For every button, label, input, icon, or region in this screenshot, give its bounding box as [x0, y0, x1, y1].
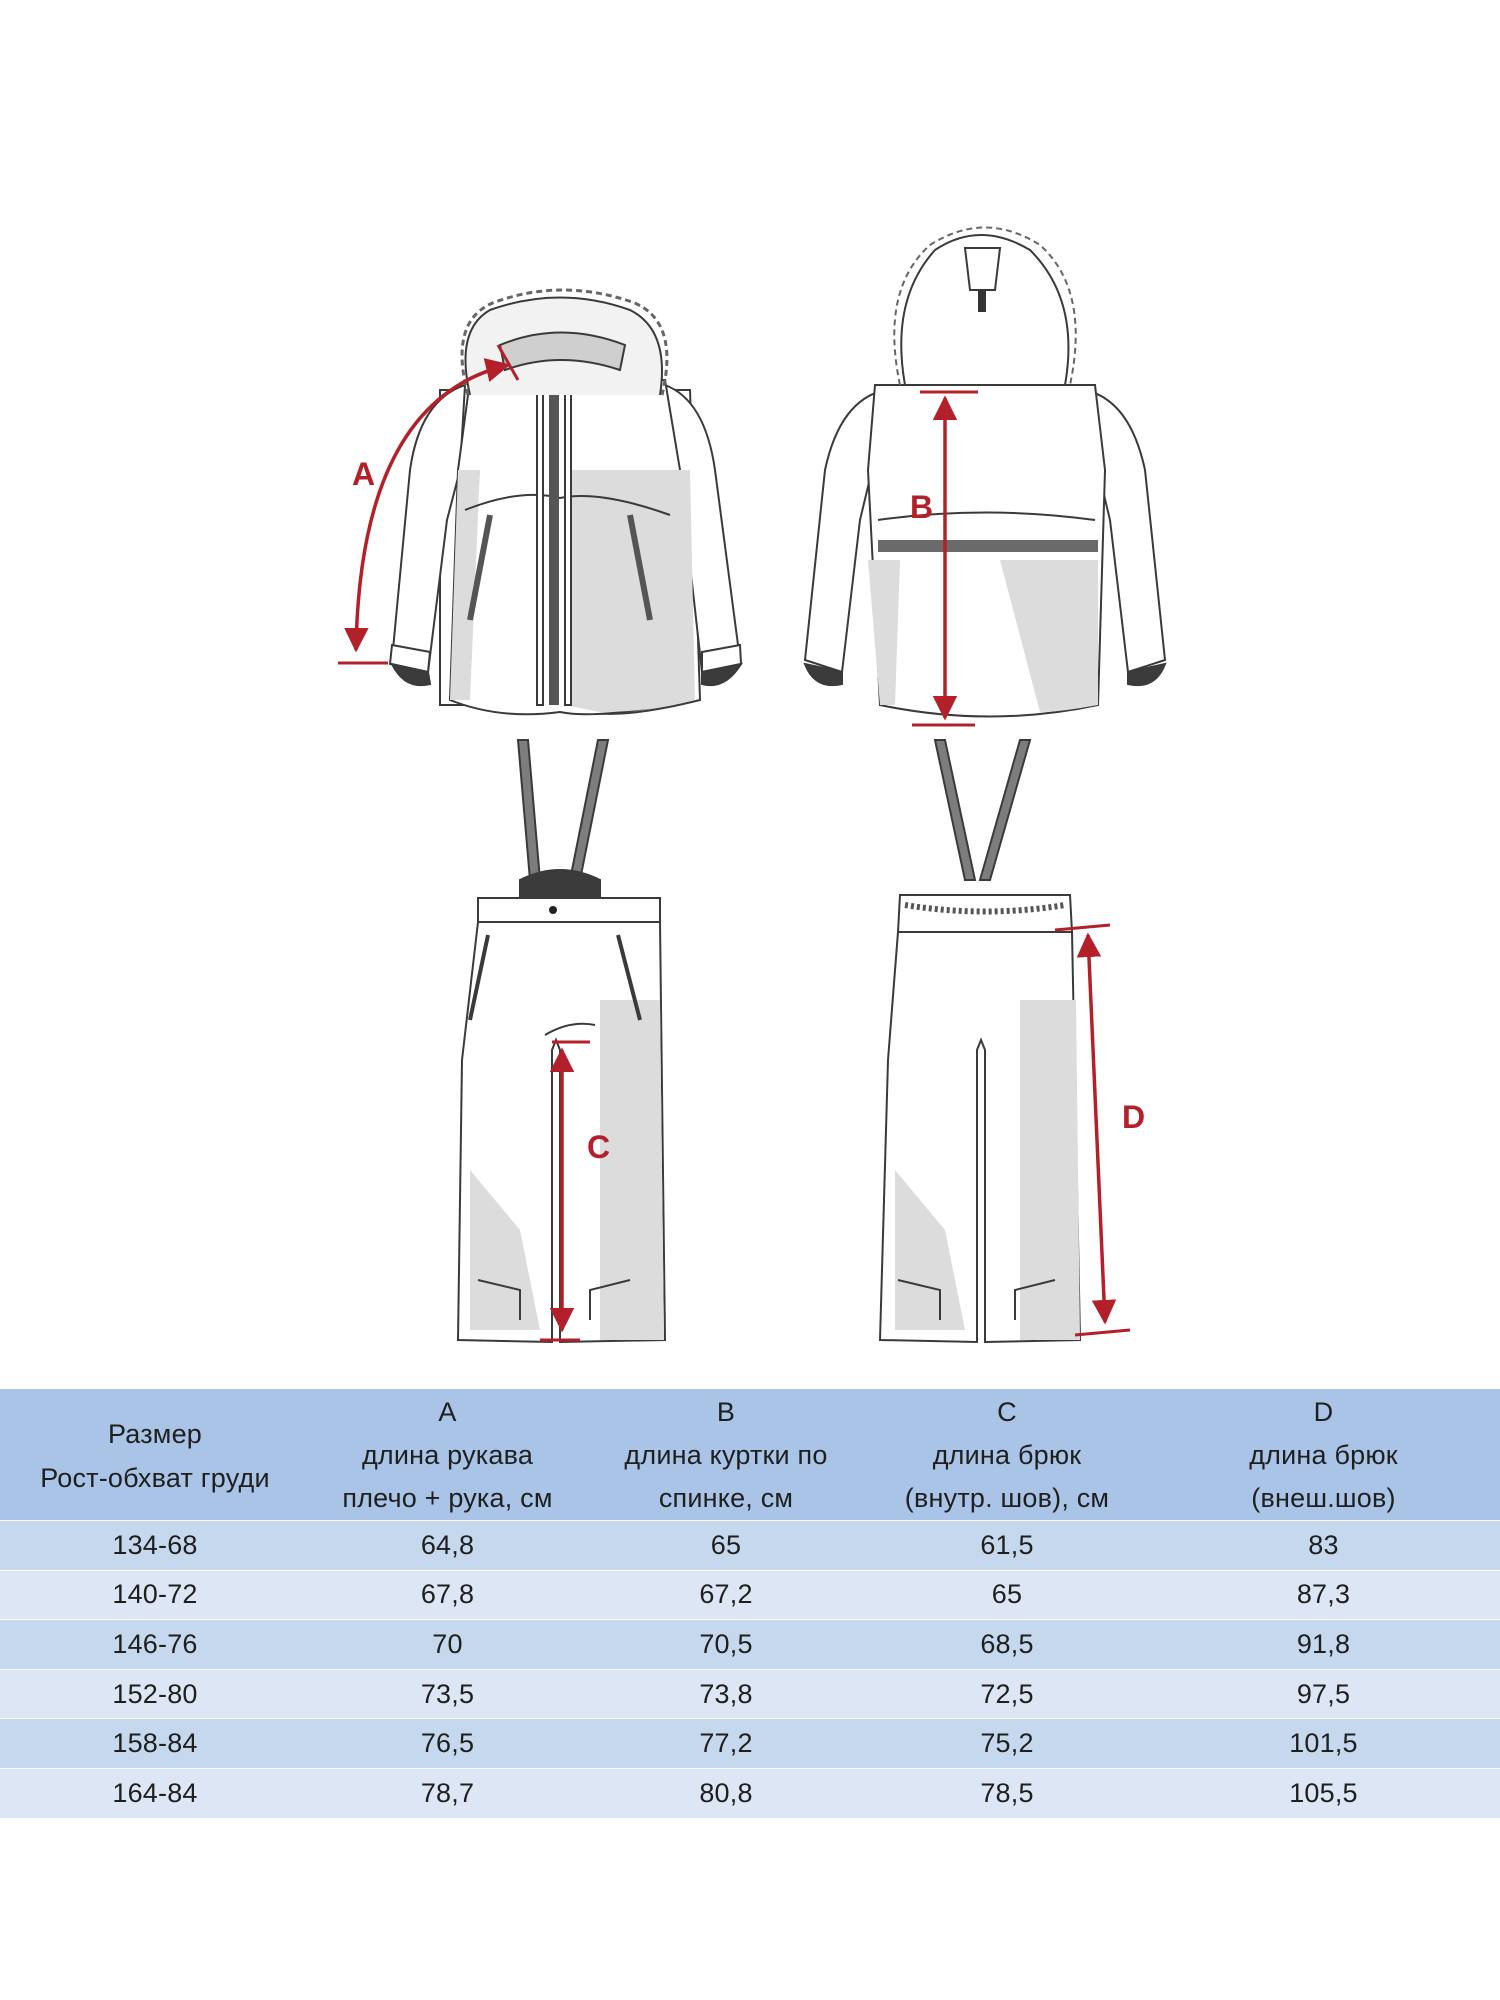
- table-row: [0, 1570, 1500, 1620]
- column-header-a: [310, 1389, 585, 1521]
- column-d-line-1: длина брюк: [1249, 1440, 1398, 1470]
- column-header-d: [1147, 1389, 1500, 1521]
- cell-d: 91,8: [1147, 1620, 1500, 1670]
- size-column-header: [0, 1389, 310, 1521]
- column-b-line-1: длина куртки по: [624, 1440, 828, 1470]
- cell-a: 64,8: [310, 1521, 585, 1571]
- cell-a: 76,5: [310, 1719, 585, 1769]
- cell-c: 68,5: [867, 1620, 1147, 1670]
- cell-size: 146-76: [0, 1620, 310, 1670]
- column-b-line-2: спинке, см: [658, 1483, 794, 1513]
- cell-b: 67,2: [585, 1570, 867, 1620]
- column-header-c: [867, 1389, 1147, 1521]
- table-row: [0, 1669, 1500, 1719]
- cell-b: 80,8: [585, 1768, 867, 1818]
- measure-b-label: B: [910, 489, 934, 525]
- cell-a: 73,5: [310, 1669, 585, 1719]
- column-a-line-2: плечо + рука, см: [342, 1483, 553, 1513]
- cell-c: 61,5: [867, 1521, 1147, 1571]
- cell-size: 164-84: [0, 1768, 310, 1818]
- cell-size: 134-68: [0, 1521, 310, 1571]
- column-header-b: [585, 1389, 867, 1521]
- size-header-line-2: Рост-обхват груди: [40, 1462, 270, 1493]
- column-a-line-1: длина рукава: [361, 1440, 534, 1470]
- measure-d-tick-bottom: [1075, 1330, 1130, 1335]
- table-row: [0, 1620, 1500, 1670]
- cell-c: 72,5: [867, 1669, 1147, 1719]
- measure-c-label: C: [587, 1129, 611, 1165]
- cell-d: 101,5: [1147, 1719, 1500, 1769]
- cell-a: 78,7: [310, 1768, 585, 1818]
- cell-d: 83: [1147, 1521, 1500, 1571]
- cell-size: 158-84: [0, 1719, 310, 1769]
- cell-size: 140-72: [0, 1570, 310, 1620]
- column-c-line-1: длина брюк: [932, 1440, 1082, 1470]
- size-chart-table: [0, 1389, 1500, 1818]
- size-header-line-1: Размер: [108, 1418, 202, 1449]
- cell-b: 70,5: [585, 1620, 867, 1670]
- cell-a: 67,8: [310, 1570, 585, 1620]
- measure-a-label: A: [352, 456, 376, 492]
- table-row: [0, 1768, 1500, 1818]
- cell-b: 65: [585, 1521, 867, 1571]
- measure-d-arrow: [1088, 935, 1105, 1322]
- cell-b: 77,2: [585, 1719, 867, 1769]
- jacket-back-drawing: [805, 228, 1165, 717]
- column-c-letter: C: [997, 1397, 1017, 1427]
- cell-b: 73,8: [585, 1669, 867, 1719]
- column-d-letter: D: [1313, 1397, 1334, 1427]
- cell-d: 87,3: [1147, 1570, 1500, 1620]
- cell-d: 97,5: [1147, 1669, 1500, 1719]
- cell-c: 65: [867, 1570, 1147, 1620]
- measure-d-label: D: [1122, 1099, 1146, 1135]
- column-a-letter: A: [438, 1397, 457, 1427]
- column-c-line-2: (внутр. шов), см: [904, 1483, 1110, 1513]
- cell-c: 75,2: [867, 1719, 1147, 1769]
- cell-a: 70: [310, 1620, 585, 1670]
- column-d-line-2: (внеш.шов): [1251, 1483, 1396, 1513]
- cell-d: 105,5: [1147, 1768, 1500, 1818]
- cell-c: 78,5: [867, 1768, 1147, 1818]
- cell-size: 152-80: [0, 1669, 310, 1719]
- pants-back-drawing: [880, 740, 1080, 1342]
- column-b-letter: B: [716, 1397, 736, 1427]
- jacket-front-drawing: [390, 290, 741, 714]
- table-row: [0, 1521, 1500, 1571]
- table-row: [0, 1719, 1500, 1769]
- table-header-row: [0, 1389, 1500, 1521]
